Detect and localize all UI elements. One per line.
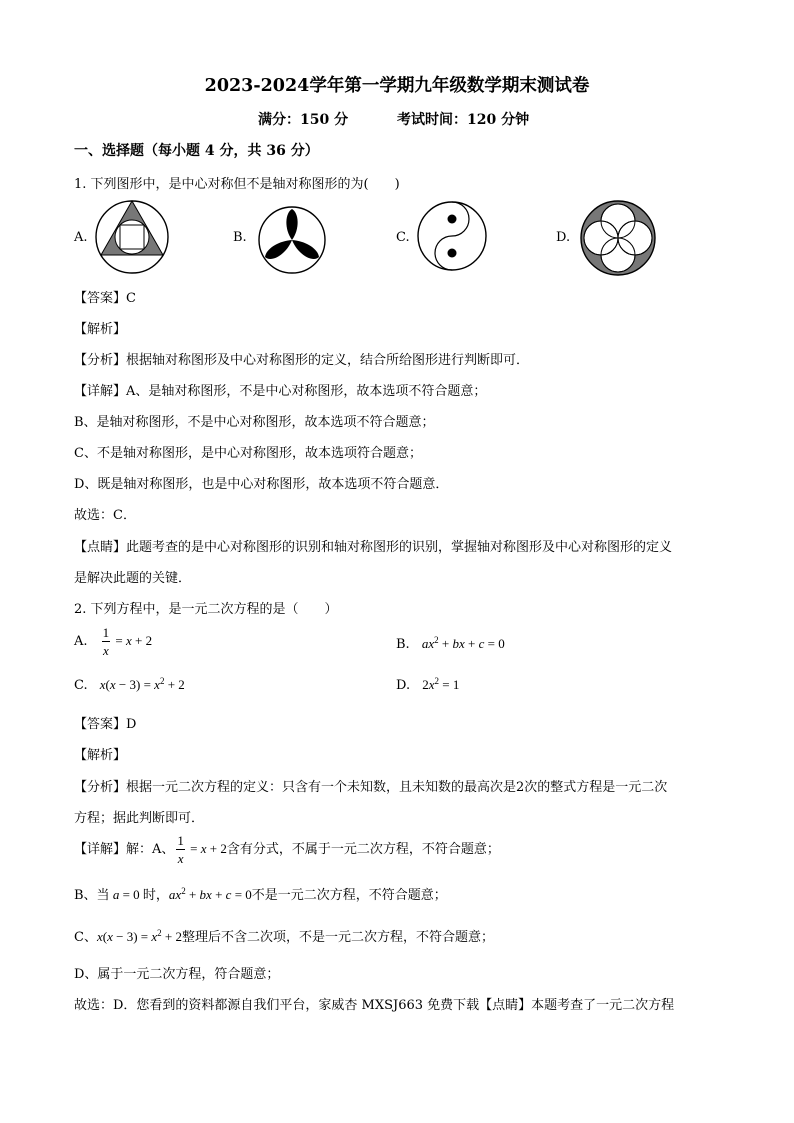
- q1-option-b-label: B.: [233, 230, 247, 245]
- q2-xiangjie-suffix: 含有分式，不属于一元二次方程，不符合题意；: [226, 842, 500, 857]
- q1-line-d: D、既是轴对称图形，也是中心对称图形，故本选项不符合题意．: [74, 477, 449, 492]
- q2-line-c-prefix: C、: [74, 930, 97, 945]
- q2-option-b: B. $ax^2$ + bx + c = 0: [396, 635, 505, 652]
- figure-c-yinyang-icon: [415, 200, 489, 272]
- q2-line-b-mid: 时，: [142, 888, 169, 903]
- section-heading: 一、选择题（每小题 4 分，共 36 分）: [74, 143, 319, 159]
- q1-choose: 故选：C．: [74, 508, 136, 523]
- q2-option-c-label: C.: [74, 678, 88, 693]
- q2-option-a-label: A.: [74, 634, 88, 649]
- q2-xiangjie: 【详解】解：A、 $\frac{1}{x}$ = x + 2含有分式，不属于一元二次方程，不符合题意；: [74, 833, 500, 866]
- q1-dianjing-2: 是解决此题的关键．: [74, 571, 192, 586]
- q2-xiangjie-prefix: 【详解】解：A、: [74, 842, 175, 857]
- q2-line-d: D、属于一元二次方程，符合题意；: [74, 967, 280, 982]
- q2-answer: 【答案】D: [74, 717, 137, 732]
- figure-d-flower-icon: [578, 199, 658, 277]
- figure-b-propeller-icon: [256, 205, 328, 275]
- q2-last-line: 故选：D．您看到的资料都源自我们平台，家威杏 MXSJ663 免费下载【点睛】本题考查了一元二次方程: [74, 998, 675, 1013]
- q1-answer: 【答案】C: [74, 291, 136, 306]
- q2-line-b-suffix: 不是一元二次方程，不符合题意；: [251, 888, 447, 903]
- q2-line-b-prefix: B、当: [74, 888, 110, 903]
- q1-line-c: C、不是轴对称图形，是中心对称图形，故本选项符合题意；: [74, 446, 422, 461]
- q2-line-c-suffix: 整理后不含二次项，不是一元二次方程，不符合题意；: [181, 930, 494, 945]
- q1-option-a-label: A.: [74, 230, 88, 245]
- q2-analysis-label: 【解析】: [74, 748, 127, 763]
- q1-fenxi: 【分析】根据轴对称图形及中心对称图形的定义，结合所给图形进行判断即可．: [74, 353, 530, 368]
- exam-time: 考试时间：120 分钟: [397, 112, 530, 128]
- q2-stem: 2. 下列方程中，是一元二次方程的是（ ）: [74, 602, 338, 617]
- q2-option-b-label: B.: [396, 637, 410, 652]
- q1-option-d-label: D.: [556, 230, 571, 245]
- q2-line-c: C、$x(x - 3) = x^2 + 2$整理后不含二次项，不是一元二次方程，不符合题意；: [74, 928, 494, 945]
- q1-stem: 1. 下列图形中，是中心对称但不是轴对称图形的为( ): [74, 177, 400, 192]
- full-marks: 满分：150 分: [258, 112, 349, 128]
- q2-option-a: A. $\frac{1}{x}$ = x + 2: [74, 625, 153, 658]
- q1-xiangjie: 【详解】A、是轴对称图形，不是中心对称图形，故本选项不符合题意；: [74, 384, 487, 399]
- q2-option-d: D. $2x^2 = 1$: [396, 676, 460, 693]
- q1-option-c-label: C.: [396, 230, 410, 245]
- q1-line-b: B、是轴对称图形，不是中心对称图形，故本选项不符合题意；: [74, 415, 435, 430]
- q2-line-b: B、当 a = 0 时，$ax^2$ + bx + c = 0不是一元二次方程，不符合题意；: [74, 886, 447, 903]
- page-title: 2023-2024学年第一学期九年级数学期末测试卷: [204, 76, 590, 96]
- q2-fenxi-1: 【分析】根据一元二次方程的定义：只含有一个未知数，且未知数的最高次是2次的整式方程是一元二次: [74, 780, 668, 795]
- q2-option-d-label: D.: [396, 678, 411, 693]
- q1-dianjing-1: 【点睛】此题考查的是中心对称图形的识别和轴对称图形的识别，掌握轴对称图形及中心对称图形的定义: [74, 540, 673, 555]
- q2-option-c: C. $x(x - 3) = x^2 + 2$: [74, 676, 185, 693]
- q2-fenxi-2: 方程；据此判断即可．: [74, 811, 205, 826]
- figure-a-triangle-circle-icon: [92, 199, 172, 275]
- q1-analysis-label: 【解析】: [74, 322, 127, 337]
